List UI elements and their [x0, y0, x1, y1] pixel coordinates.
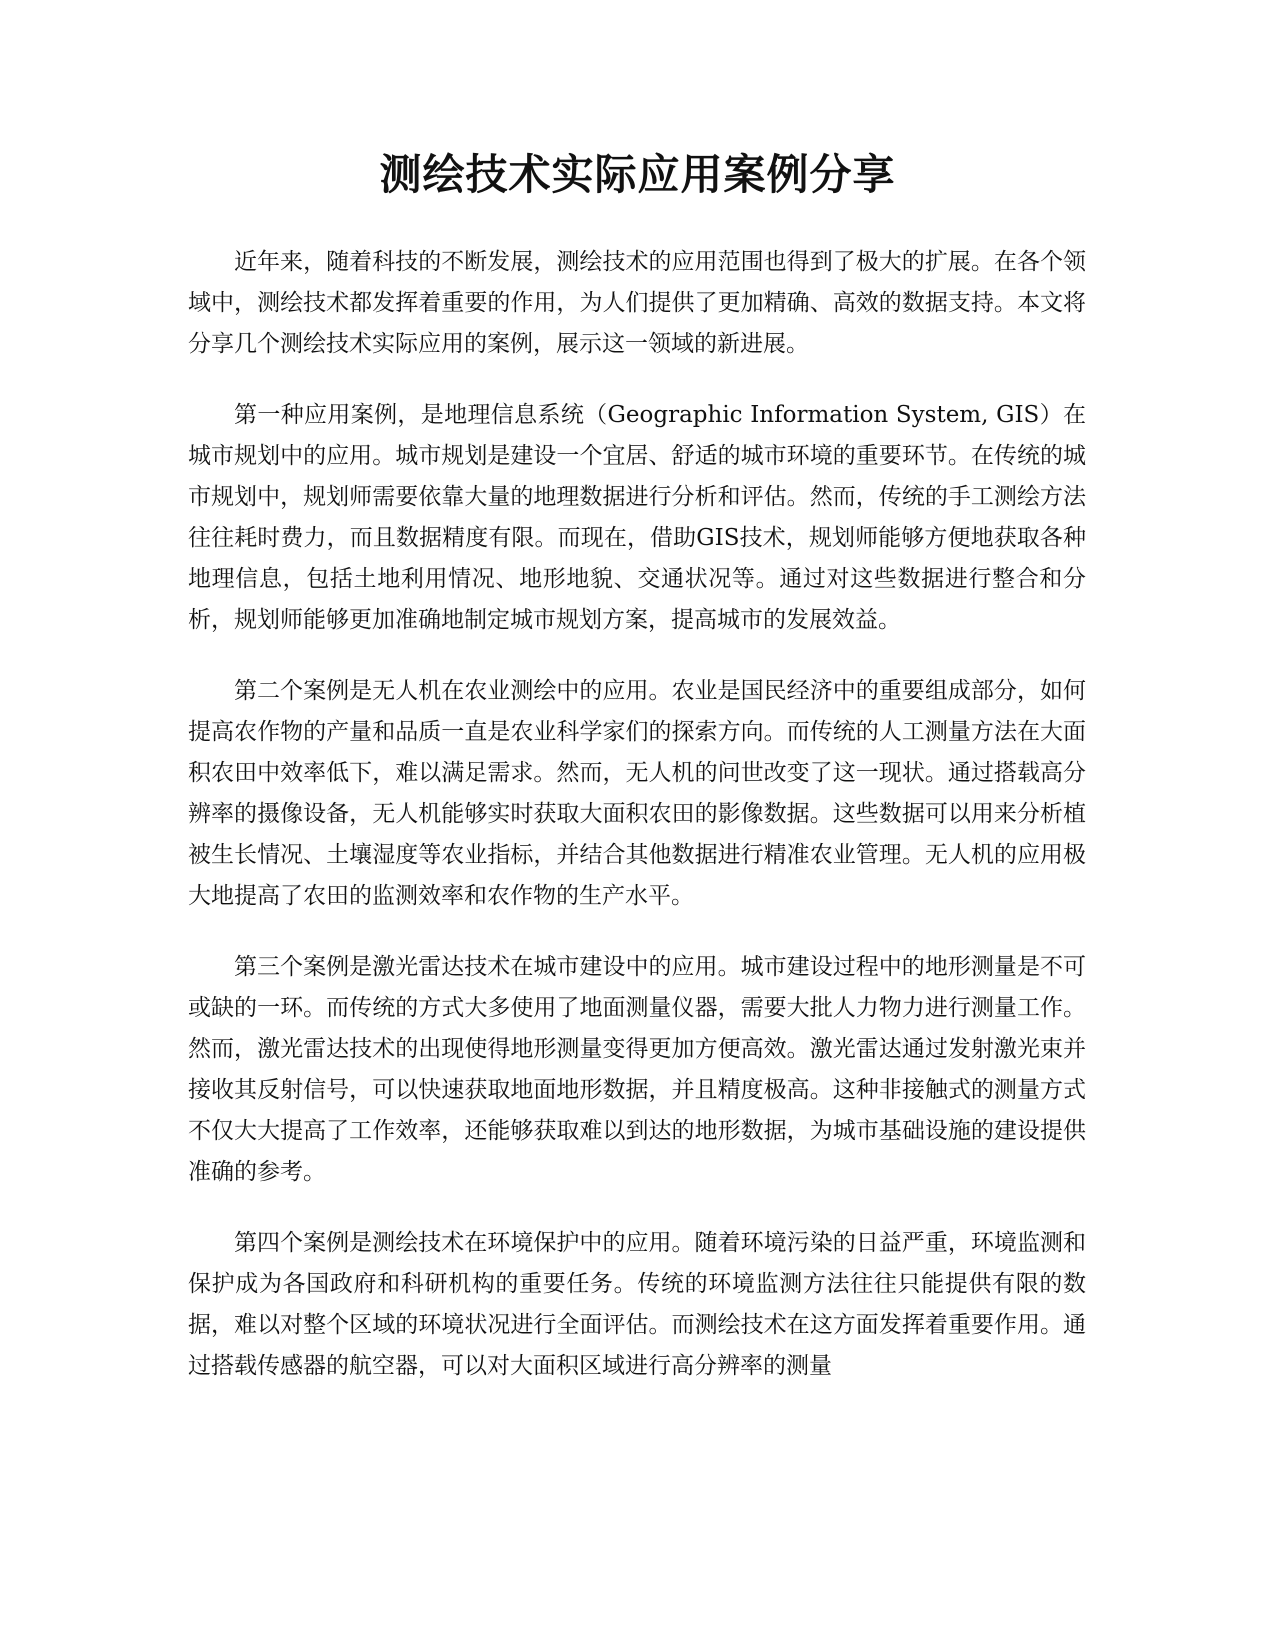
- paragraph-case-gis: 第一种应用案例，是地理信息系统（Geographic Information System, GIS）在城市规划中的应用。城市规划是建设一个宜居、舒适的城市环境的重要环节。在传统的城市规划中，规划师需要依靠大量的地理数据进行分析和评估。然而，传统的手工测绘方法往往耗时费力，而且数据精度有限。而现在，借助GIS技术，规划师能够方便地获取各种地理信息，包括土地利用情况、地形地貌、交通状况等。通过对这些数据进行整合和分析，规划师能够更加准确地制定城市规划方案，提高城市的发展效益。: [188, 402, 1086, 633]
- paragraph-case-drone: 第二个案例是无人机在农业测绘中的应用。农业是国民经济中的重要组成部分，如何提高农作物的产量和品质一直是农业科学家们的探索方向。而传统的人工测量方法在大面积农田中效率低下，难以满足需求。然而，无人机的问世改变了这一现状。通过搭载高分辨率的摄像设备，无人机能够实时获取大面积农田的影像数据。这些数据可以用来分析植被生长情况、土壤湿度等农业指标，并结合其他数据进行精准农业管理。无人机的应用极大地提高了农田的监测效率和农作物的生产水平。: [188, 678, 1086, 909]
- paragraph-case-environment: 第四个案例是测绘技术在环境保护中的应用。随着环境污染的日益严重，环境监测和保护成为各国政府和科研机构的重要任务。传统的环境监测方法往往只能提供有限的数据，难以对整个区域的环境状况进行全面评估。而测绘技术在这方面发挥着重要作用。通过搭载传感器的航空器，可以对大面积区域进行高分辨率的测量: [188, 1230, 1086, 1379]
- document-title: 测绘技术实际应用案例分享: [379, 150, 896, 199]
- document-body: [188, 242, 1086, 1417]
- paragraph-intro: 近年来，随着科技的不断发展，测绘技术的应用范围也得到了极大的扩展。在各个领域中，测绘技术都发挥着重要的作用，为人们提供了更加精确、高效的数据支持。本文将分享几个测绘技术实际应用的案例，展示这一领域的新进展。: [188, 249, 1086, 357]
- paragraph-case-lidar: 第三个案例是激光雷达技术在城市建设中的应用。城市建设过程中的地形测量是不可或缺的一环。而传统的方式大多使用了地面测量仪器，需要大批人力物力进行测量工作。然而，激光雷达技术的出现使得地形测量变得更加方便高效。激光雷达通过发射激光束并接收其反射信号，可以快速获取地面地形数据，并且精度极高。这种非接触式的测量方式不仅大大提高了工作效率，还能够获取难以到达的地形数据，为城市基础设施的建设提供准确的参考。: [188, 954, 1086, 1185]
